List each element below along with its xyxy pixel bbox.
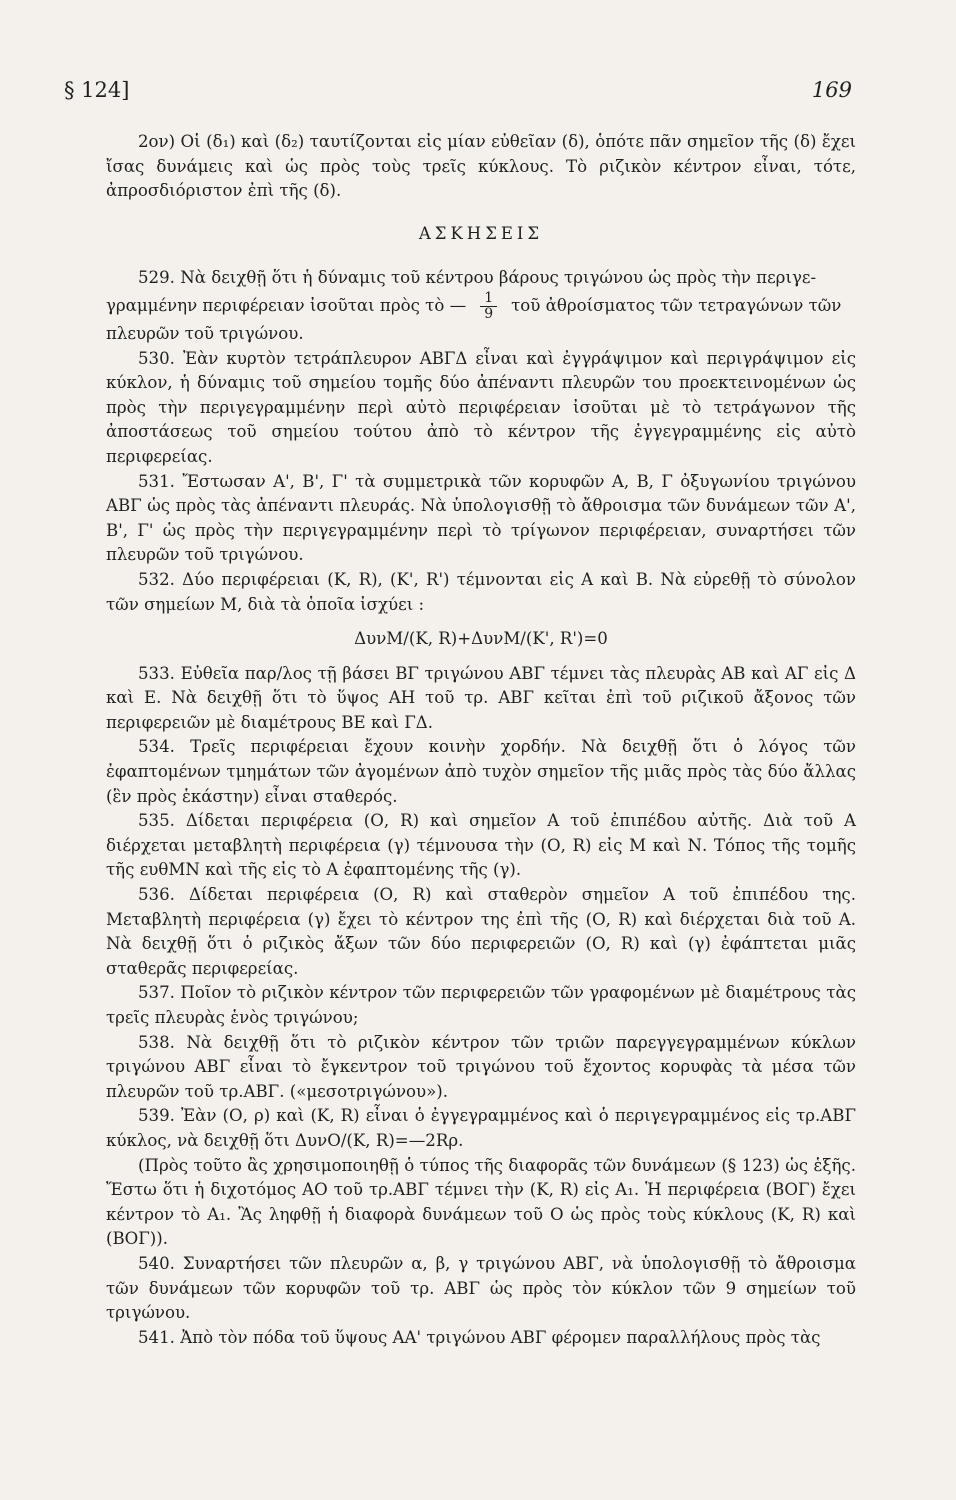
exercise-529-line1: 529. Νὰ δειχθῇ ὅτι ἡ δύναμις τοῦ κέντρου βάρους τριγώνου ὡς πρὸς τὴν περιγε- [138, 268, 817, 288]
fraction-numerator: 1 [480, 291, 497, 307]
exercise-533: 533. Εὐθεῖα παρ/λος τῇ βάσει ΒΓ τριγώνου ΑΒΓ τέμνει τὰς πλευρὰς ΑΒ καὶ ΑΓ εἰς Δ καὶ Ε. Νὰ δειχθῇ ὅτι τὸ ὕψος ΑΗ τοῦ τρ. ΑΒΓ κεῖται ἐπὶ τοῦ ριζικοῦ ἄξονος τῶν περιφερειῶν μὲ διαμέτρους ΒΕ καὶ ΓΔ. [106, 663, 856, 732]
exercise-540: 540. Συναρτήσει τῶν πλευρῶν α, β, γ τριγώνου ΑΒΓ, νὰ ὑπολογισθῇ τὸ ἄθροισμα τῶν δυνάμεων τῶν κορυφῶν τοῦ τρ. ΑΒΓ ὡς πρὸς τὸν κύκλον τῶν 9 σημείων τοῦ τριγώνου. [106, 1253, 856, 1323]
exercise-529-line2-right: τοῦ ἀθροίσματος τῶν τετραγώνων τῶν [511, 296, 842, 316]
exercise-538: 538. Νὰ δειχθῇ ὅτι τὸ ριζικὸν κέντρον τῶν τριῶν παρεγγεγραμμένων κύκλων τριγώνου ΑΒΓ εἶναι τὸ ἔγκεντρον τοῦ τριγώνου τοῦ ἔχοντος κορυφὰς τὰ μέσα τῶν πλευρῶν τοῦ τρ.ΑΒΓ. («μεσοτριγώνου»). [106, 1032, 856, 1101]
exercise-529-line2-left: γραμμένην περιφέρειαν ἰσοῦται πρὸς τὸ — [106, 296, 467, 316]
section-marker: § 124] [64, 78, 130, 102]
exercise-541: 541. Ἀπὸ τὸν πόδα τοῦ ὕψους ΑΑ' τριγώνου ΑΒΓ φέρομεν παραλλήλους πρὸς τὰς [138, 1327, 821, 1347]
exercise-529-fraction-line [106, 291, 856, 322]
exercise-532: 532. Δύο περιφέρειαι (Κ, R), (Κ', R') τέμνονται εἰς Α καὶ Β. Νὰ εὑρεθῇ τὸ σύνολον τῶν σημείων Μ, διὰ τὰ ὁποῖα ἰσχύει : [106, 569, 856, 614]
exercise-534: 534. Τρεῖς περιφέρειαι ἔχουν κοινὴν χορδήν. Νὰ δειχθῇ ὅτι ὁ λόγος τῶν ἐφαπτομένων τμημάτων τῶν ἀγομένων ἀπὸ τυχὸν σημεῖον τῆς μιᾶς πρὸς τὰς δύο ἄλλας (ἓν πρὸς ἑκάστην) εἶναι σταθερός. [106, 737, 856, 806]
exercise-539-note: (Πρὸς τοῦτο ἂς χρησιμοποιηθῇ ὁ τύπος τῆς διαφορᾶς τῶν δυνάμεων (§ 123) ὡς ἑξῆς. Ἔστω ὅτι ἡ διχοτόμος ΑΟ τοῦ τρ.ΑΒΓ τέμνει τὴν (Κ, R) εἰς Α₁. Ἡ περιφέρεια (ΒΟΓ) ἔχει κέντρον τὸ Α₁. Ἂς ληφθῇ ἡ διαφορὰ δυνάμεων τοῦ Ο ὡς πρὸς τοὺς κύκλους (Κ, R) καὶ (ΒΟΓ)). [106, 1155, 856, 1249]
paragraph-item-2: 2ον) Οἱ (δ₁) καὶ (δ₂) ταυτίζονται εἰς μίαν εὐθεῖαν (δ), ὁπότε πᾶν σημεῖον τῆς (δ) ἔχει ἴσας δυνάμεις καὶ ὡς πρὸς τοὺς τρεῖς κύκλους. Τὸ ριζικὸν κέντρον εἶναι, τότε, ἀπροσδιόριστον ἐπὶ τῆς (δ). [106, 132, 856, 201]
exercise-535: 535. Δίδεται περιφέρεια (Ο, R) καὶ σημεῖον Α τοῦ ἐπιπέδου αὐτῆς. Διὰ τοῦ Α διέρχεται μεταβλητὴ περιφέρεια (γ) τέμνουσα τὴν (Ο, R) εἰς Μ καὶ Ν. Τόπος τῆς τομῆς τῆς ευθΜΝ καὶ τῆς εἰς τὸ Α ἐφαπτομένης τῆς (γ). [106, 811, 856, 880]
exercise-530: 530. Ἐὰν κυρτὸν τετράπλευρον ΑΒΓΔ εἶναι καὶ ἐγγράψιμον καὶ περιγράψιμον εἰς κύκλον, ἡ δύναμις τοῦ σημείου τομῆς δύο ἀπέναντι πλευρῶν του προεκτεινομένων ὡς πρὸς τὴν περιγεγραμμένην περὶ αὐτὸ περιφέρειαν ἰσοῦται μὲ τὸ τετράγωνον τῆς ἀποστάσεως τοῦ σημείου τούτου ἀπὸ τὸ κέντρον τῆς ἐγγεγραμμένης εἰς αὐτὸ περιφερείας. [106, 348, 856, 466]
page-header [64, 78, 852, 108]
exercise-531: 531. Ἔστωσαν Α', Β', Γ' τὰ συμμετρικὰ τῶν κορυφῶν Α, Β, Γ ὀξυγωνίου τριγώνου ΑΒΓ ὡς πρὸς τὰς ἀπέναντι πλευράς. Νὰ ὑπολογισθῇ τὸ ἄθροισμα τῶν δυνάμεων τῶν Α', Β', Γ' ὡς πρὸς τὴν περιγεγραμμένην περὶ τὸ τρίγωνον περιφέρειαν, συναρτήσει τῶν πλευρῶν τοῦ τριγώνου. [106, 471, 856, 565]
exercise-537: 537. Ποῖον τὸ ριζικὸν κέντρον τῶν περιφερειῶν τῶν γραφομένων μὲ διαμέτρους τὰς τρεῖς πλευρὰς ἑνὸς τριγώνου; [106, 983, 856, 1027]
exercise-539: 539. Ἐὰν (Ο, ρ) καὶ (Κ, R) εἶναι ὁ ἐγγεγραμμένος καὶ ὁ περιγεγραμμένος εἰς τρ.ΑΒΓ κύκλος, νὰ δειχθῇ ὅτι ΔυνΟ/(Κ, R)=—2Rρ. [106, 1106, 856, 1150]
page-number: 169 [811, 78, 852, 102]
page-body [106, 130, 856, 1350]
exercise-532-equation: ΔυνΜ/(Κ, R)+ΔυνΜ/(Κ', R')=0 [354, 629, 608, 649]
fraction-denominator: 9 [484, 305, 494, 322]
fraction-one-ninth [480, 291, 497, 322]
exercise-536: 536. Δίδεται περιφέρεια (Ο, R) καὶ σταθερὸν σημεῖον Α τοῦ ἐπιπέδου της. Μεταβλητὴ περιφέρεια (γ) ἔχει τὸ κέντρον της ἐπὶ τῆς (Ο, R) καὶ διέρχεται διὰ τοῦ Α. Νὰ δειχθῇ ὅτι ὁ ριζικὸς ἄξων τῶν δύο περιφερειῶν (Ο, R) καὶ (γ) ἐφάπτεται μιᾶς σταθερᾶς περιφερείας. [106, 885, 856, 978]
exercise-529-line3: πλευρῶν τοῦ τριγώνου. [106, 323, 304, 343]
section-heading-exercises: ΑΣΚΗΣΕΙΣ [418, 223, 544, 243]
